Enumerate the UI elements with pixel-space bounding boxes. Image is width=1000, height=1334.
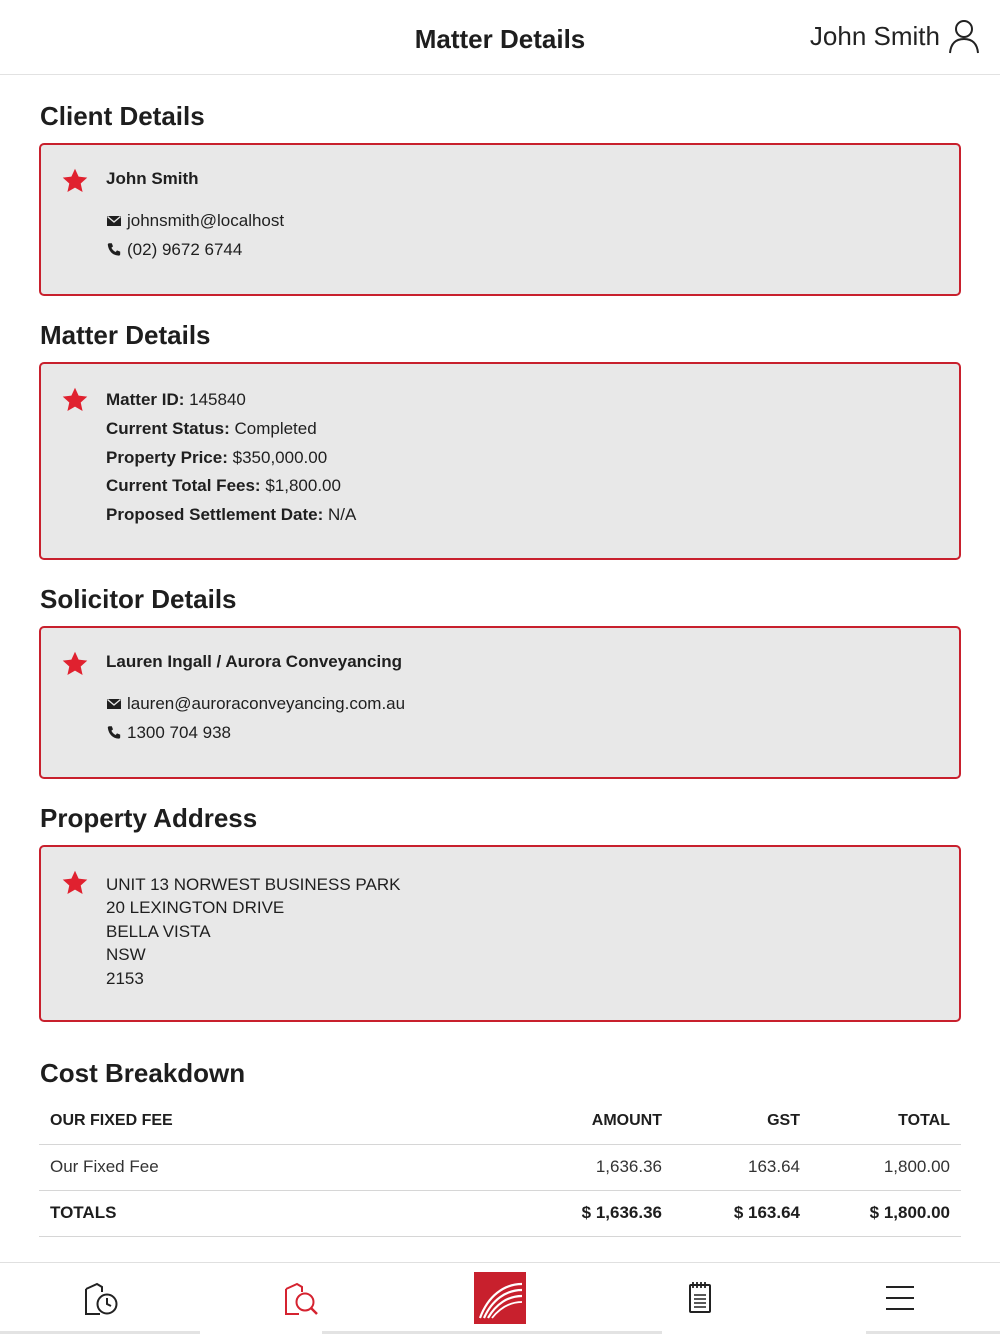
phone-icon: [106, 725, 122, 741]
solicitor-phone[interactable]: 1300 704 938: [127, 722, 231, 742]
table-cell: 1,636.36: [410, 1144, 673, 1190]
client-email-row[interactable]: [106, 206, 939, 235]
solicitor-email[interactable]: lauren@auroraconveyancing.com.au: [127, 693, 406, 713]
history-icon[interactable]: [80, 1278, 120, 1318]
field-label: Current Total Fees:: [106, 476, 261, 496]
property-price-row: [106, 444, 939, 473]
bottom-navigation: [0, 1262, 1000, 1334]
phone-icon: [106, 242, 122, 258]
nav-notes[interactable]: [600, 1263, 800, 1333]
matter-id-row: [106, 386, 939, 415]
brand-logo-icon[interactable]: [474, 1272, 526, 1324]
table-row: [39, 1144, 961, 1190]
nav-history[interactable]: [0, 1263, 200, 1333]
page-title: Matter Details: [414, 24, 586, 54]
matter-details-heading: Matter Details: [40, 320, 211, 350]
table-cell: 1,800.00: [811, 1144, 961, 1190]
client-email[interactable]: johnsmith@localhost: [127, 210, 285, 230]
user-name[interactable]: John Smith: [809, 20, 940, 51]
property-address-heading: Property Address: [40, 803, 258, 833]
solicitor-name: Lauren Ingall / Aurora Conveyancing: [106, 652, 402, 671]
solicitor-phone-row[interactable]: [106, 718, 939, 747]
current-status-row: [106, 415, 939, 444]
address-line: UNIT 13 NORWEST BUSINESS PARK: [106, 875, 401, 894]
client-phone-row[interactable]: [106, 235, 939, 264]
table-cell: $ 163.64: [673, 1190, 811, 1236]
user-icon[interactable]: [948, 18, 980, 54]
property-address-card: [39, 845, 961, 1022]
cost-breakdown-heading: Cost Breakdown: [40, 1058, 246, 1088]
column-header: OUR FIXED FEE: [39, 1098, 410, 1144]
column-header: TOTAL: [811, 1098, 961, 1144]
field-label: Property Price:: [106, 447, 228, 467]
solicitor-details-heading: Solicitor Details: [40, 584, 237, 614]
solicitor-email-row[interactable]: [106, 689, 939, 718]
client-details-card: [39, 143, 961, 296]
field-value: 145840: [189, 390, 246, 409]
table-cell: $ 1,636.36: [410, 1190, 673, 1236]
field-value: $350,000.00: [232, 447, 328, 467]
nav-menu[interactable]: [800, 1263, 1000, 1333]
nav-search-documents[interactable]: [200, 1263, 400, 1333]
user-menu[interactable]: [810, 18, 980, 54]
star-icon: [61, 386, 89, 414]
nav-home[interactable]: [400, 1263, 600, 1333]
field-value: $1,800.00: [265, 476, 341, 496]
notepad-icon[interactable]: [680, 1278, 720, 1318]
matter-details-card: [39, 362, 961, 560]
field-label: Proposed Settlement Date:: [106, 505, 324, 525]
client-name: John Smith: [106, 169, 199, 188]
table-cell: 163.64: [673, 1144, 811, 1190]
brand-logo[interactable]: [474, 1272, 526, 1324]
column-header: AMOUNT: [410, 1098, 673, 1144]
table-cell: $ 1,800.00: [811, 1190, 961, 1236]
table-cell: Our Fixed Fee: [39, 1144, 410, 1190]
field-value: Completed: [234, 418, 317, 438]
envelope-icon: [106, 696, 122, 712]
client-details-heading: Client Details: [40, 101, 205, 131]
column-header: GST: [673, 1098, 811, 1144]
envelope-icon: [106, 213, 122, 229]
field-label: Matter ID:: [106, 390, 185, 409]
star-icon: [61, 167, 89, 195]
search-document-icon[interactable]: [280, 1278, 320, 1318]
address-line: 20 LEXINGTON DRIVE: [106, 898, 285, 918]
current-total-fees-row: [106, 472, 939, 501]
address-line: 2153: [106, 968, 144, 988]
solicitor-details-card: [39, 626, 961, 779]
top-bar: [0, 0, 1000, 75]
settlement-date-row: [106, 501, 939, 530]
field-value: N/A: [328, 505, 357, 525]
star-icon: [61, 869, 89, 897]
cost-breakdown-table: [39, 1098, 961, 1237]
menu-icon[interactable]: [880, 1278, 920, 1318]
table-cell: TOTALS: [39, 1190, 410, 1236]
address-line: BELLA VISTA: [106, 921, 211, 941]
client-phone[interactable]: (02) 9672 6744: [127, 239, 243, 259]
address-line: NSW: [106, 945, 146, 965]
star-icon: [61, 650, 89, 678]
totals-row: [39, 1190, 961, 1236]
table-header-row: [39, 1098, 961, 1144]
field-label: Current Status:: [106, 418, 230, 438]
